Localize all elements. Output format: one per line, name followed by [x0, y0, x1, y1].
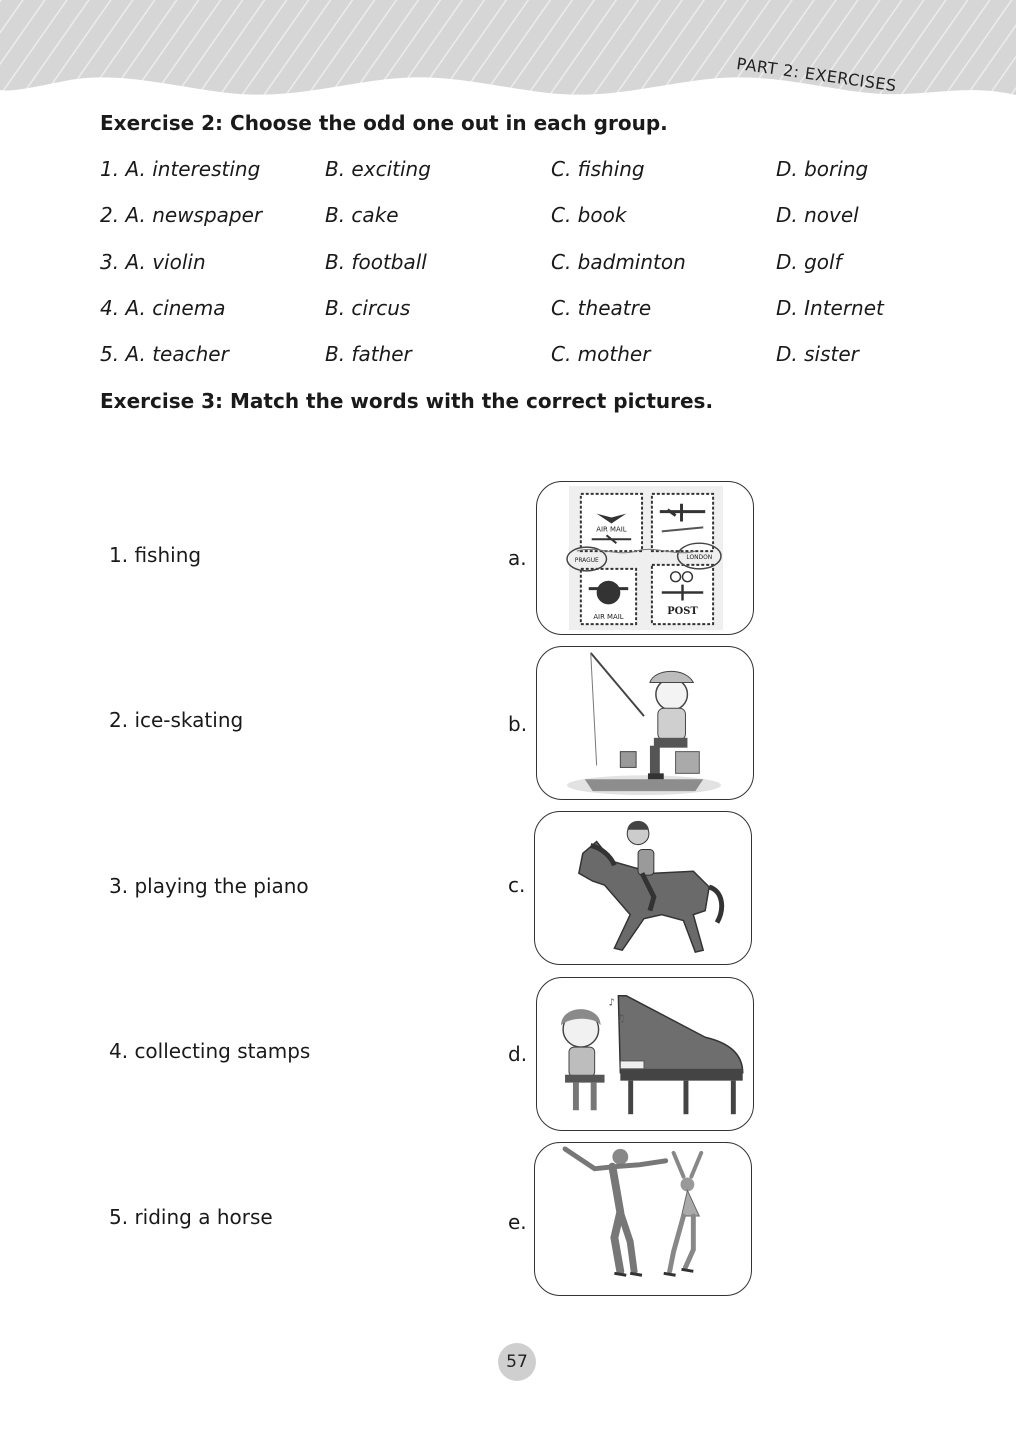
- match-word-5: 5. riding a horse: [109, 1205, 273, 1229]
- exercise2-title: Exercise 2: Choose the odd one out in each group.: [100, 111, 668, 135]
- horse-rider-image: [534, 811, 752, 965]
- match-word-3: 3. playing the piano: [109, 874, 309, 898]
- match-word-1: 1. fishing: [109, 543, 202, 567]
- svg-text:♪: ♪: [608, 997, 615, 1009]
- ex2-row1-a: 1. A. interesting: [100, 157, 261, 181]
- stamps-collection-image: [536, 481, 754, 635]
- ex2-row5-d: D. sister: [776, 342, 859, 366]
- page-number: 57: [498, 1343, 536, 1381]
- match-letter-e: e.: [508, 1210, 527, 1234]
- header-band: [0, 0, 1016, 110]
- match-letter-a: a.: [508, 546, 527, 570]
- ex2-row2-d: D. novel: [776, 203, 859, 227]
- stamp-prague: PRAGUE: [574, 557, 599, 564]
- ex2-row3-a: 3. A. violin: [100, 250, 206, 274]
- ex2-row1-c: C. fishing: [551, 157, 645, 181]
- stamp-post: POST: [667, 606, 698, 618]
- ex2-row4-d: D. Internet: [776, 296, 884, 320]
- ex2-row3-b: B. football: [325, 250, 427, 274]
- ex2-row2-a: 2. A. newspaper: [100, 203, 263, 227]
- ex2-row2-c: C. book: [551, 203, 627, 227]
- ex2-row4-b: B. circus: [325, 296, 411, 320]
- ex2-row3-d: D. golf: [776, 250, 842, 274]
- exercise3-title: Exercise 3: Match the words with the correct pictures.: [100, 389, 714, 413]
- ex2-row4-c: C. theatre: [551, 296, 652, 320]
- ex2-row3-c: C. badminton: [551, 250, 686, 274]
- ex2-row5-b: B. father: [325, 342, 412, 366]
- ex2-row4-a: 4. A. cinema: [100, 296, 226, 320]
- stamp-london: LONDON: [686, 554, 713, 561]
- ex2-row2-b: B. cake: [325, 203, 399, 227]
- ice-skaters-image: [534, 1142, 752, 1296]
- girl-piano-image: [536, 977, 754, 1131]
- ex2-row5-c: C. mother: [551, 342, 651, 366]
- match-word-2: 2. ice-skating: [109, 708, 244, 732]
- ex2-row1-d: D. boring: [776, 157, 869, 181]
- match-letter-c: c.: [508, 873, 526, 897]
- ex2-row1-b: B. exciting: [325, 157, 431, 181]
- match-word-4: 4. collecting stamps: [109, 1039, 311, 1063]
- stamp-air-mail-2: AIR MAIL: [593, 613, 624, 622]
- match-letter-b: b.: [508, 712, 528, 736]
- part-label: PART 2: EXERCISES: [735, 54, 898, 96]
- ex2-row5-a: 5. A. teacher: [100, 342, 229, 366]
- svg-text:♫: ♫: [616, 1013, 626, 1025]
- stamp-air-mail-1: AIR MAIL: [596, 525, 627, 534]
- girl-fishing-image: [536, 646, 754, 800]
- match-letter-d: d.: [508, 1042, 528, 1066]
